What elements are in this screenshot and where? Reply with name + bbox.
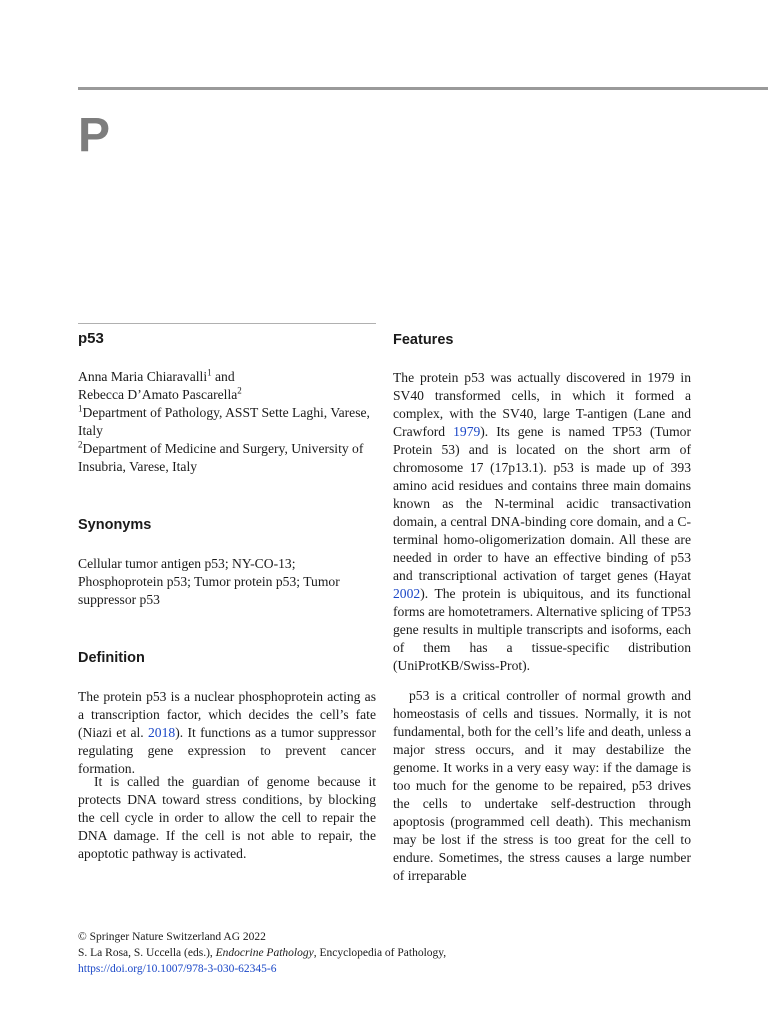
entry-title: p53: [78, 330, 104, 347]
features-paragraph-2: p53 is a critical controller of normal growth and homeostasis of cells and tissues. Normally, it is not fundamental, both for the cell’s life and death, unless a major stress occurs, and it may destabilize the genome. It works in a very easy way: if the damage is too much for the genome to be repaired, p53 drives the cells to undertake self-destruction through apoptosis (programmed cell death). This mechanism may be lost if the stress is too great for the cell to endure. Sometimes, the stress causes a large number of irreparable: [393, 688, 691, 883]
citation-link-niazi-2018[interactable]: 2018: [148, 725, 176, 740]
features-heading: Features: [393, 332, 454, 348]
entry-rule: [78, 323, 376, 324]
citation-link-hayat-2002[interactable]: 2002: [393, 586, 421, 601]
affiliation-2: $^2$Department of Medicine and Surgery, University of Insubria, Varese, Italy: [78, 439, 364, 474]
author-block: [78, 368, 376, 476]
definition-heading: Definition: [78, 650, 145, 666]
footer: [78, 929, 446, 977]
definition-paragraph-2: It is called the guardian of genome because it protects DNA toward stress conditions, by blocking the cell cycle in order to allow the cell to repair the DNA damage. If the cell is not able to repair, the apoptotic pathway is activated.: [78, 774, 376, 861]
affiliation-1: $^1$Department of Pathology, ASST Sette Laghi, Varese, Italy: [78, 403, 370, 438]
author-1: Anna Maria Chiaravalli$^1$ and: [78, 367, 235, 384]
citation: S. La Rosa, S. Uccella (eds.), Endocrine Pathology, Encyclopedia of Pathology,: [78, 947, 447, 959]
synonyms-heading: Synonyms: [78, 517, 152, 533]
definition-paragraph-1: The protein p53 is a nuclear phosphoprotein acting as a transcription factor, which decides the cell’s fate (Niazi et al. 2018). It functions as a tumor suppressor regulating gene expression to prevent cancer formation.: [78, 689, 376, 776]
citation-link-lane-crawford-1979[interactable]: 1979: [453, 424, 481, 439]
synonyms-text: Cellular tumor antigen p53; NY-CO-13; Phosphoprotein p53; Tumor protein p53; Tumor suppressor p53: [78, 556, 340, 607]
section-letter: P: [78, 109, 111, 162]
doi-link[interactable]: https://doi.org/10.1007/978-3-030-62345-6: [78, 963, 277, 975]
author-2: Rebecca D’Amato Pascarella$^2$: [78, 385, 242, 402]
copyright: © Springer Nature Switzerland AG 2022: [78, 931, 266, 943]
features-paragraph-1: The protein p53 was actually discovered in 1979 in SV40 transformed cells, in which it formed a complex, with the SV40, large T-antigen (Lane and Crawford 1979). Its gene is named TP53 (Tumor Protein 53) and is located on the short arm of chromosome 17 (17p13.1). p53 is made up of 393 amino acid residues and contains three main domains known as the N-terminal acidic transactivation domain, a central DNA-binding core domain, and a C-terminal homo-oligomerization domain. All these are needed in order to have an effective binding of p53 and transcriptional activation of target genes (Hayat 2002). The protein is ubiquitous, and its functional forms are homotetramers. Alternative splicing of TP53 gene results in multiple transcripts and isoforms, each of them has a tissue-specific distribution (UniProtKB/Swiss-Prot).: [393, 370, 691, 673]
top-rule: [78, 87, 768, 90]
